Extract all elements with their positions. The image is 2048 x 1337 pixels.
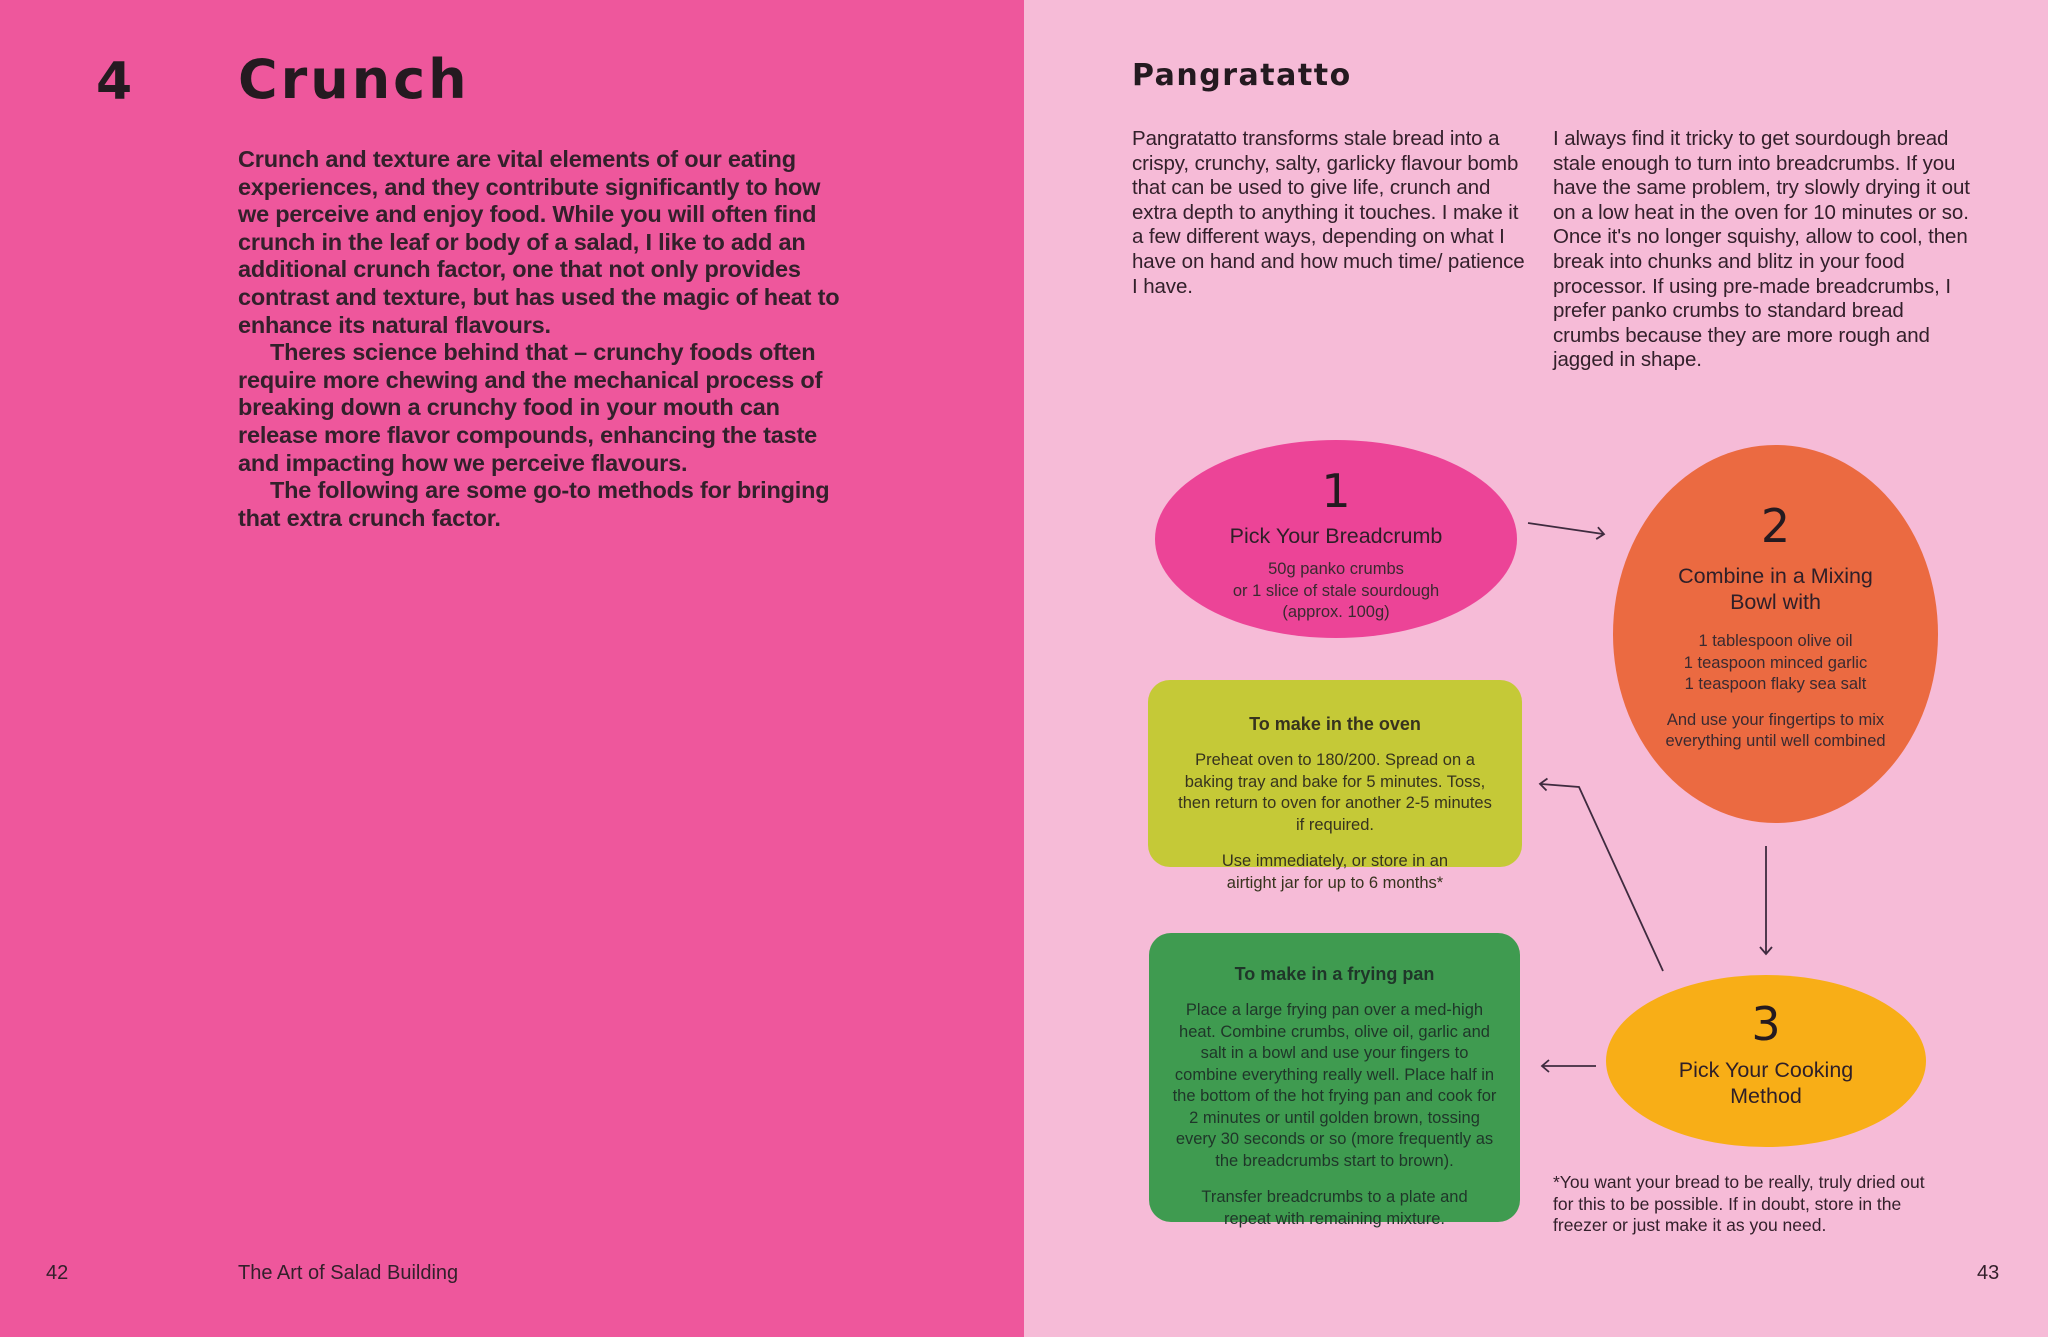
oven-box-paragraph: Preheat oven to 180/200. Spread on a baking tray and bake for 5 minutes. Toss, then return to oven for another 2-5 minutes if required.	[1178, 751, 1492, 834]
chapter-paragraph: The following are some go-to methods for bringing that extra crunch factor.	[238, 477, 830, 531]
page-number-right: 43	[1977, 1262, 2000, 1284]
step2-ingredient: 1 teaspoon minced garlic	[1683, 653, 1868, 672]
recipe-title: Pangratatto	[1132, 58, 1352, 93]
step2-ingredients	[1684, 631, 1867, 696]
chapter-title: Crunch	[238, 48, 470, 111]
step3-title-line: Pick Your Cooking	[1678, 1058, 1854, 1082]
recipe-intro-column-1: Pangratatto transforms stale bread into a crispy, crunchy, salty, garlicky flavour bomb that can be used to give life, crunch and extra depth to anything it touches. I make it a few different ways, depending on what I have on hand and how much time/ patience I have.	[1132, 127, 1525, 298]
chapter-body	[238, 146, 850, 532]
oven-box-paragraph: Use immediately, or store in an airtight jar for up to 6 months*	[1221, 852, 1449, 892]
step2-note-line: everything until well combined	[1665, 732, 1886, 750]
pan-method-box	[1149, 933, 1520, 1228]
step2-number: 2	[1760, 499, 1791, 553]
step2-ingredient: 1 teaspoon flaky sea salt	[1684, 675, 1867, 693]
chapter-paragraph: Crunch and texture are vital elements of our eating experiences, and they contribute significantly to how we perceive and enjoy food. While you will often find crunch in the leaf or body of a salad, I like to add an additional crunch factor, one that not only provides contrast and texture, but has used the magic of heat to enhance its natural flavours.	[238, 146, 840, 338]
step3-title	[1679, 1057, 1854, 1109]
step3-number: 3	[1751, 997, 1781, 1051]
oven-method-box	[1148, 680, 1522, 892]
step1-number: 1	[1321, 464, 1351, 518]
step3-ellipse	[1606, 975, 1926, 1147]
footnote: *You want your bread to be really, truly dried out for this to be possible. If in doubt, store in the freezer or just make it as you need.	[1553, 1172, 1925, 1236]
step2-ingredient: 1 tablespoon olive oil	[1698, 632, 1853, 650]
step2-title	[1678, 563, 1873, 615]
step2-note	[1665, 710, 1885, 753]
chapter-paragraph: Theres science behind that – crunchy foods often require more chewing and the mechanical process of breaking down a crunchy food in your mouth can release more flavor compounds, enhancing the taste and impacting how we perceive flavours.	[238, 339, 823, 476]
step1-detail-line: 50g panko crumbs	[1268, 560, 1404, 578]
pan-box-paragraph: Transfer breadcrumbs to a plate and repeat with remaining mixture.	[1201, 1188, 1468, 1228]
step3-title-line: Method	[1730, 1084, 1802, 1108]
step2-note-line: And use your fingertips to mix	[1666, 710, 1885, 729]
chapter-number: 4	[96, 52, 135, 112]
pan-box-title: To make in a frying pan	[1234, 964, 1435, 984]
pan-box-paragraph: Place a large frying pan over a med-high heat. Combine crumbs, olive oil, garlic and salt in a bowl and use your fingers to combine everything really well. Place half in the bottom of the hot frying pan and cook for 2 minutes or until golden brown, tossing every 30 seconds or so (more frequently as the breadcrumbs start to brown).	[1172, 1001, 1497, 1170]
step2-title-line: Bowl with	[1730, 590, 1821, 614]
recipe-intro-column-2: I always find it tricky to get sourdough bread stale enough to turn into breadcrumbs. If you have the same problem, try slowly drying it out on a low heat in the oven for 10 minutes or so. Once it's no longer squishy, allow to cool, then break into chunks and blitz in your food processor. If using pre-made breadcrumbs, I prefer panko crumbs to standard bread crumbs because they are more rough and jagged in shape.	[1553, 127, 1970, 372]
step1-details	[1233, 559, 1439, 624]
step2-ellipse	[1613, 445, 1938, 823]
step1-title: Pick Your Breadcrumb	[1229, 524, 1443, 548]
page-number-left: 42	[46, 1262, 69, 1284]
step1-detail-line: (approx. 100g)	[1282, 603, 1390, 621]
book-title: The Art of Salad Building	[238, 1262, 459, 1284]
oven-box-title: To make in the oven	[1249, 714, 1421, 734]
step1-detail-line: or 1 slice of stale sourdough	[1232, 581, 1440, 600]
step2-title-line: Combine in a Mixing	[1678, 564, 1873, 588]
step1-ellipse	[1155, 440, 1517, 638]
